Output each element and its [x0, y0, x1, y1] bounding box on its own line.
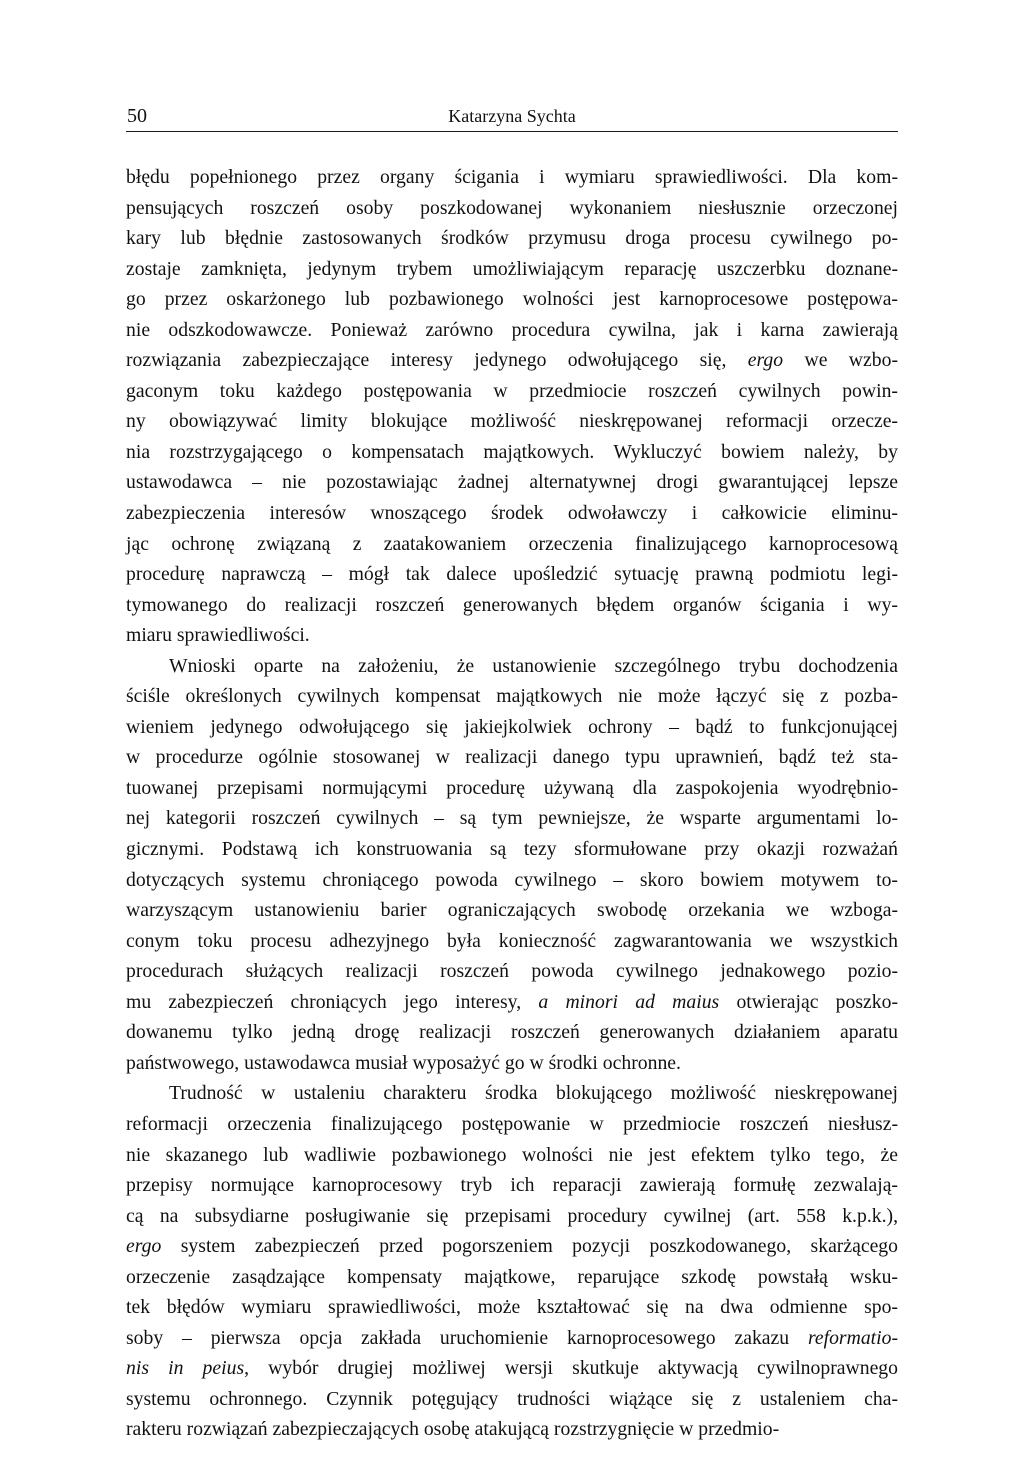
text-line: ustawodawca – nie pozostawiając żadnej alternatywnej drogi gwarantującej lepsze [126, 471, 898, 494]
text-line: dotyczących systemu chroniącego powoda cywilnego – skoro bowiem motywem to- [126, 868, 898, 891]
text-line: nia rozstrzygającego o kompensatach majątkowych. Wykluczyć bowiem należy, by [126, 440, 898, 463]
italic-phrase: a minori ad maius [538, 990, 720, 1013]
italic-phrase: reformatio- [807, 1326, 898, 1349]
text-line: dowanemu tylko jedną drogę realizacji roszczeń generowanych działaniem aparatu [126, 1021, 898, 1044]
text-line: wieniem jedynego odwołującego się jakiejkolwiek ochrony – bądź to funkcjonującej [126, 715, 898, 738]
italic-phrase: nis in peius [126, 1357, 245, 1380]
text-line: zostaje zamknięta, jedynym trybem umożliwiającym reparację uszczerbku doznane- [126, 257, 898, 280]
text-line: rakteru rozwiązań zabezpieczających osobę atakującą rozstrzygnięcie w przedmio- [126, 1418, 780, 1441]
text-line: jąc ochronę związaną z zaatakowaniem orzeczenia finalizującego karnoprocesową [126, 532, 898, 555]
text-line: mu zabezpieczeń chroniących jego interesy, a minori ad maius otwierając poszko- [126, 990, 899, 1013]
text-line: przepisy normujące karnoprocesowy tryb ich reparacji zawierają formułę zezwalają- [126, 1174, 898, 1197]
text-line: tuowanej przepisami normującymi procedurę używaną dla zaspokojenia wyodrębnio- [126, 776, 898, 799]
text-line: tymowanego do realizacji roszczeń generowanych błędem organów ścigania i wy- [126, 593, 898, 616]
text-line: ściśle określonych cywilnych kompensat majątkowych nie może łączyć się z pozba- [126, 685, 898, 708]
text-line: Wnioski oparte na założeniu, że ustanowienie szczególnego trybu dochodzenia [169, 654, 898, 677]
text-line: reformacji orzeczenia finalizującego postępowanie w przedmiocie roszczeń niesłusz- [126, 1112, 898, 1135]
italic-phrase: ergo [747, 349, 784, 372]
text-line: orzeczenie zasądzające kompensaty majątkowe, reparujące szkodę powstałą wsku- [126, 1265, 898, 1288]
text-line: rozwiązania zabezpieczające interesy jedynego odwołującego się, ergo we wzbo- [126, 349, 898, 372]
text-line: procedurę naprawczą – mógł tak dalece upośledzić sytuację prawną podmiotu legi- [126, 563, 898, 586]
text-line: zabezpieczenia interesów wnoszącego środek odwoławczy i całkowicie eliminu- [126, 502, 898, 525]
text-line: miaru sprawiedliwości. [126, 624, 310, 647]
body-text [126, 162, 898, 1445]
header-rule [126, 131, 898, 132]
text-line: błędu popełnionego przez organy ścigania i wymiaru sprawiedliwości. Dla kom- [126, 166, 898, 188]
page-header [126, 104, 898, 134]
paragraph [126, 1078, 898, 1445]
italic-phrase: ergo [126, 1235, 162, 1258]
running-head: Katarzyna Sychta [448, 106, 576, 126]
text-line: cą na subsydiarne posługiwanie się przepisami procedury cywilnej (art. 558 k.p.k.), [126, 1204, 898, 1227]
paragraph [126, 651, 898, 1079]
text-line: kary lub błędnie zastosowanych środków przymusu droga procesu cywilnego po- [126, 227, 898, 250]
text-line: procedurach służących realizacji roszczeń powoda cywilnego jednakowego pozio- [126, 960, 898, 983]
text-line: gicznymi. Podstawą ich konstruowania są tezy sformułowane przy okazji rozważań [126, 838, 898, 861]
text-line: gaconym toku każdego postępowania w przedmiocie roszczeń cywilnych powin- [126, 379, 898, 402]
text-line: warzyszącym ustanowieniu barier ograniczających swobodę orzekania we wzboga- [126, 899, 898, 922]
paragraph [126, 162, 898, 651]
text-line: nis in peius, wybór drugiej możliwej wersji skutkuje aktywacją cywilnoprawnego [126, 1357, 898, 1380]
text-line: nie skazanego lub wadliwie pozbawionego wolności nie jest efektem tylko tego, że [126, 1143, 898, 1166]
page-number: 50 [127, 105, 147, 127]
text-line: soby – pierwsza opcja zakłada uruchomienie karnoprocesowego zakazu reformatio- [126, 1326, 898, 1349]
text-line: tek błędów wymiaru sprawiedliwości, może kształtować się na dwa odmienne spo- [126, 1296, 898, 1319]
text-line: systemu ochronnego. Czynnik potęgujący trudności wiążące się z ustaleniem cha- [126, 1387, 898, 1410]
text-line: conym toku procesu adhezyjnego była konieczność zagwarantowania we wszystkich [126, 929, 898, 952]
text-line: pensujących roszczeń osoby poszkodowanej wykonaniem niesłusznie orzeczonej [126, 196, 898, 219]
text-line: w procedurze ogólnie stosowanej w realizacji danego typu uprawnień, bądź też sta- [126, 746, 898, 769]
text-line: nie odszkodowawcze. Ponieważ zarówno procedura cywilna, jak i karna zawierają [126, 318, 898, 341]
text-line: ergo system zabezpieczeń przed pogorszeniem pozycji poszkodowanego, skarżącego [126, 1235, 898, 1258]
text-line: nej kategorii roszczeń cywilnych – są tym pewniejsze, że wsparte argumentami lo- [126, 807, 898, 830]
text-line: ny obowiązywać limity blokujące możliwość nieskrępowanej reformacji orzecze- [126, 410, 898, 433]
text-line: Trudność w ustaleniu charakteru środka blokującego możliwość nieskrępowanej [169, 1082, 898, 1105]
text-line: państwowego, ustawodawca musiał wyposażyć go w środki ochronne. [126, 1051, 681, 1074]
text-line: go przez oskarżonego lub pozbawionego wolności jest karnoprocesowe postępowa- [126, 288, 898, 311]
